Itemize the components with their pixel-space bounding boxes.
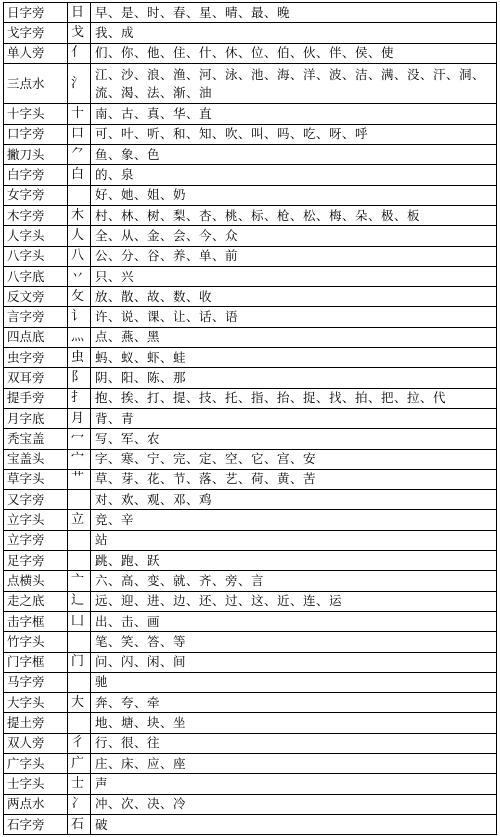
table-row xyxy=(4,611,497,631)
radical-glyph-cell: 石 xyxy=(68,814,91,834)
radical-name-cell: 两点水 xyxy=(4,794,68,814)
radical-glyph-cell: 宀 xyxy=(68,449,91,469)
radical-glyph-cell: 虫 xyxy=(68,348,91,368)
example-characters-cell: 村、林、树、梨、杏、桃、标、枪、松、梅、朵、极、板 xyxy=(91,205,497,225)
radical-glyph-cell: 口 xyxy=(68,124,91,144)
table-row xyxy=(4,774,497,794)
radical-glyph-cell: 凵 xyxy=(68,611,91,631)
table-row xyxy=(4,23,497,43)
table-row xyxy=(4,510,497,530)
table-row xyxy=(4,672,497,692)
example-characters-cell: 鱼、象、色 xyxy=(91,145,497,165)
table-row xyxy=(4,693,497,713)
radical-glyph-cell xyxy=(68,672,91,692)
table-row xyxy=(4,733,497,753)
radical-name-cell: 石字旁 xyxy=(4,814,68,834)
radical-name-cell: 人字头 xyxy=(4,226,68,246)
radical-name-cell: 单人旁 xyxy=(4,43,68,63)
radical-name-cell: 言字旁 xyxy=(4,307,68,327)
example-characters-cell: 字、寒、宁、完、定、空、它、宫、安 xyxy=(91,449,497,469)
example-characters-cell: 全、从、金、会、今、众 xyxy=(91,226,497,246)
example-characters-cell: 南、古、真、华、直 xyxy=(91,104,497,124)
radical-glyph-cell: 月 xyxy=(68,408,91,428)
radical-name-cell: 广字头 xyxy=(4,753,68,773)
example-characters-cell: 阴、阳、陈、那 xyxy=(91,368,497,388)
table-row xyxy=(4,327,497,347)
radical-name-cell: 双耳旁 xyxy=(4,368,68,388)
radical-name-cell: 八字底 xyxy=(4,266,68,286)
radical-glyph-cell: 氵 xyxy=(68,63,91,104)
radical-name-cell: 口字旁 xyxy=(4,124,68,144)
table-row xyxy=(4,814,497,834)
radical-name-cell: 立字头 xyxy=(4,510,68,530)
radical-glyph-cell xyxy=(68,490,91,510)
example-characters-cell: 站 xyxy=(91,530,497,550)
radical-glyph-cell: 立 xyxy=(68,510,91,530)
radical-glyph-cell: 彳 xyxy=(68,733,91,753)
radical-name-cell: 又字旁 xyxy=(4,490,68,510)
table-row xyxy=(4,530,497,550)
example-characters-cell: 只、兴 xyxy=(91,266,497,286)
radical-name-cell: 撇刀头 xyxy=(4,145,68,165)
example-characters-cell: 破 xyxy=(91,814,497,834)
example-characters-cell: 问、闪、闲、间 xyxy=(91,652,497,672)
example-characters-cell: 写、军、农 xyxy=(91,429,497,449)
table-row xyxy=(4,205,497,225)
radical-glyph-cell: 白 xyxy=(68,165,91,185)
example-characters-cell: 好、她、姐、奶 xyxy=(91,185,497,205)
radical-name-cell: 四点底 xyxy=(4,327,68,347)
radical-glyph-cell: 阝 xyxy=(68,368,91,388)
example-characters-cell: 放、散、故、数、收 xyxy=(91,287,497,307)
radical-glyph-cell xyxy=(68,530,91,550)
table-row xyxy=(4,571,497,591)
example-characters-cell: 奔、夸、牵 xyxy=(91,693,497,713)
table-row xyxy=(4,63,497,104)
table-row xyxy=(4,246,497,266)
example-characters-cell: 点、燕、黑 xyxy=(91,327,497,347)
table-row xyxy=(4,185,497,205)
radical-glyph-cell: 门 xyxy=(68,652,91,672)
table-row xyxy=(4,3,497,23)
radical-glyph-cell: 戈 xyxy=(68,23,91,43)
radical-glyph-cell: 丷 xyxy=(68,266,91,286)
radical-name-cell: 秃宝盖 xyxy=(4,429,68,449)
radical-glyph-cell xyxy=(68,713,91,733)
table-row xyxy=(4,429,497,449)
radical-name-cell: 走之底 xyxy=(4,591,68,611)
radical-name-cell: 白字旁 xyxy=(4,165,68,185)
radical-name-cell: 日字旁 xyxy=(4,3,68,23)
example-characters-cell: 对、欢、观、邓、鸡 xyxy=(91,490,497,510)
radical-glyph-cell: 日 xyxy=(68,3,91,23)
example-characters-cell: 行、很、往 xyxy=(91,733,497,753)
radical-glyph-cell: 大 xyxy=(68,693,91,713)
radical-name-cell: 竹字头 xyxy=(4,632,68,652)
table-row xyxy=(4,348,497,368)
example-characters-cell: 江、沙、浪、渔、河、泳、池、海、洋、波、洁、满、没、汗、洞、流、渴、法、渐、油 xyxy=(91,63,497,104)
table-row xyxy=(4,307,497,327)
radical-name-cell: 士字头 xyxy=(4,774,68,794)
radical-glyph-cell: 辶 xyxy=(68,591,91,611)
radical-table xyxy=(3,2,497,835)
example-characters-cell: 竞、辛 xyxy=(91,510,497,530)
radical-name-cell: 三点水 xyxy=(4,63,68,104)
example-characters-cell: 驰 xyxy=(91,672,497,692)
radical-glyph-cell: 木 xyxy=(68,205,91,225)
radical-glyph-cell: 士 xyxy=(68,774,91,794)
table-row xyxy=(4,652,497,672)
example-characters-cell: 草、芽、花、节、落、艺、荷、黄、苦 xyxy=(91,469,497,489)
radical-glyph-cell: ⺈ xyxy=(68,145,91,165)
example-characters-cell: 声 xyxy=(91,774,497,794)
table-row xyxy=(4,469,497,489)
radical-glyph-cell: 攵 xyxy=(68,287,91,307)
example-characters-cell: 我、成 xyxy=(91,23,497,43)
radical-glyph-cell: 八 xyxy=(68,246,91,266)
table-row xyxy=(4,551,497,571)
radical-name-cell: 反文旁 xyxy=(4,287,68,307)
radical-name-cell: 提手旁 xyxy=(4,388,68,408)
example-characters-cell: 六、高、变、就、齐、旁、言 xyxy=(91,571,497,591)
table-row xyxy=(4,124,497,144)
radical-table-body xyxy=(4,3,497,835)
radical-name-cell: 击字框 xyxy=(4,611,68,631)
radical-glyph-cell xyxy=(68,185,91,205)
radical-glyph-cell: 亻 xyxy=(68,43,91,63)
radical-glyph-cell: 十 xyxy=(68,104,91,124)
table-row xyxy=(4,165,497,185)
radical-name-cell: 月字底 xyxy=(4,408,68,428)
example-characters-cell: 笔、笑、答、等 xyxy=(91,632,497,652)
radical-glyph-cell: 扌 xyxy=(68,388,91,408)
radical-name-cell: 点横头 xyxy=(4,571,68,591)
table-row xyxy=(4,43,497,63)
radical-glyph-cell: 艹 xyxy=(68,469,91,489)
example-characters-cell: 公、分、谷、养、单、前 xyxy=(91,246,497,266)
example-characters-cell: 庄、床、应、座 xyxy=(91,753,497,773)
radical-name-cell: 马字旁 xyxy=(4,672,68,692)
table-row xyxy=(4,104,497,124)
radical-name-cell: 女字旁 xyxy=(4,185,68,205)
table-row xyxy=(4,713,497,733)
table-row xyxy=(4,794,497,814)
example-characters-cell: 抱、挨、打、提、技、托、指、抬、捉、找、拍、把、拉、代 xyxy=(91,388,497,408)
example-characters-cell: 的、泉 xyxy=(91,165,497,185)
radical-name-cell: 大字头 xyxy=(4,693,68,713)
radical-name-cell: 木字旁 xyxy=(4,205,68,225)
radical-glyph-cell: 冫 xyxy=(68,794,91,814)
example-characters-cell: 蚂、蚁、虾、蛙 xyxy=(91,348,497,368)
table-row xyxy=(4,591,497,611)
radical-glyph-cell: 亠 xyxy=(68,571,91,591)
radical-name-cell: 戈字旁 xyxy=(4,23,68,43)
radical-glyph-cell: 人 xyxy=(68,226,91,246)
example-characters-cell: 出、击、画 xyxy=(91,611,497,631)
example-characters-cell: 跳、跑、跃 xyxy=(91,551,497,571)
table-row xyxy=(4,388,497,408)
radical-name-cell: 草字头 xyxy=(4,469,68,489)
radical-name-cell: 立字旁 xyxy=(4,530,68,550)
table-row xyxy=(4,449,497,469)
table-row xyxy=(4,226,497,246)
table-row xyxy=(4,490,497,510)
example-characters-cell: 地、塘、块、坐 xyxy=(91,713,497,733)
radical-glyph-cell: 灬 xyxy=(68,327,91,347)
radical-name-cell: 八字头 xyxy=(4,246,68,266)
table-row xyxy=(4,368,497,388)
radical-glyph-cell xyxy=(68,632,91,652)
radical-name-cell: 虫字旁 xyxy=(4,348,68,368)
example-characters-cell: 们、你、他、住、什、休、位、伯、伙、伴、侯、使 xyxy=(91,43,497,63)
example-characters-cell: 背、青 xyxy=(91,408,497,428)
radical-glyph-cell: 广 xyxy=(68,753,91,773)
radical-name-cell: 双人旁 xyxy=(4,733,68,753)
table-row xyxy=(4,266,497,286)
radical-name-cell: 提土旁 xyxy=(4,713,68,733)
example-characters-cell: 可、叶、听、和、知、吹、叫、吗、吃、呀、呼 xyxy=(91,124,497,144)
radical-glyph-cell xyxy=(68,551,91,571)
example-characters-cell: 早、是、时、春、星、晴、最、晚 xyxy=(91,3,497,23)
table-row xyxy=(4,753,497,773)
example-characters-cell: 冲、次、决、冷 xyxy=(91,794,497,814)
table-row xyxy=(4,632,497,652)
table-row xyxy=(4,145,497,165)
radical-glyph-cell: 讠 xyxy=(68,307,91,327)
radical-name-cell: 足字旁 xyxy=(4,551,68,571)
radical-name-cell: 宝盖头 xyxy=(4,449,68,469)
radical-glyph-cell: 冖 xyxy=(68,429,91,449)
radical-name-cell: 十字头 xyxy=(4,104,68,124)
table-row xyxy=(4,408,497,428)
table-row xyxy=(4,287,497,307)
radical-name-cell: 门字框 xyxy=(4,652,68,672)
example-characters-cell: 远、迎、进、边、还、过、这、近、连、运 xyxy=(91,591,497,611)
example-characters-cell: 许、说、课、让、话、语 xyxy=(91,307,497,327)
